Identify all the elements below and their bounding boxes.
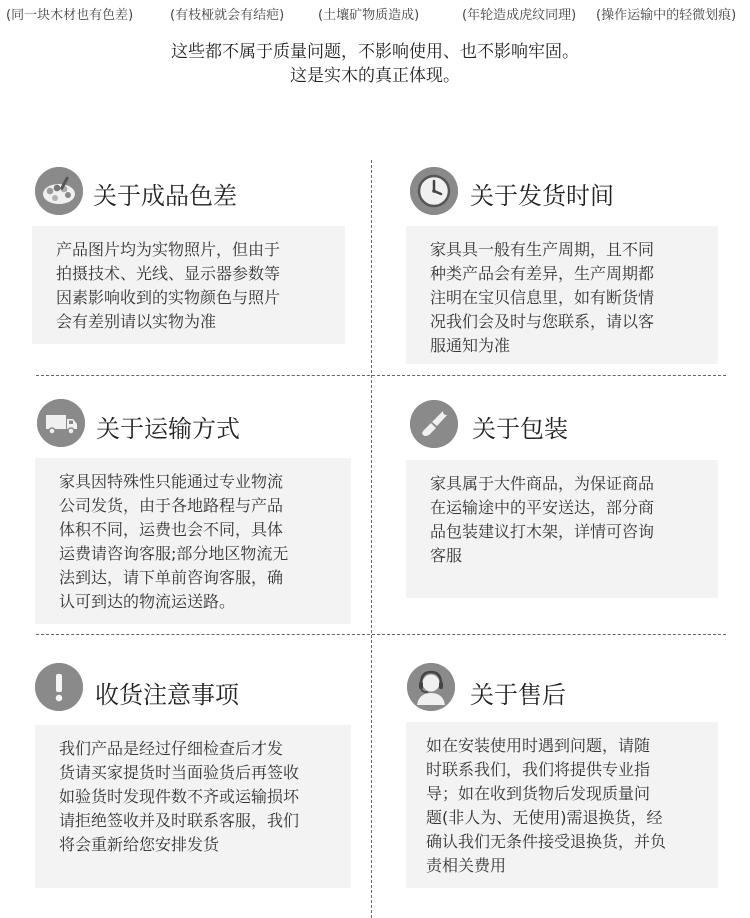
body-line: 法到达，请下单前咨询客服，确: [59, 568, 284, 587]
clock-icon: [410, 167, 458, 215]
body-line: 家具因特殊性只能通过专业物流: [59, 472, 284, 491]
section-title: 收货注意事项: [95, 681, 239, 709]
horizontal-divider-top: [36, 375, 726, 376]
body-line: 在运输途中的平安送达，部分商: [430, 498, 655, 517]
body-line: 注明在宝贝信息里，如有断货情: [430, 288, 655, 307]
caption-knots: (有枝桠就会有结疤): [170, 8, 285, 23]
body-line: 确认我们无条件接受退换货，并负: [426, 832, 667, 851]
horizontal-divider-bottom: [36, 634, 726, 635]
body-line: 货请买家提货时当面验货后再签收: [59, 763, 300, 782]
body-line: 客服: [430, 546, 463, 565]
body-line: 导；如在收到货物后发现质量问: [426, 784, 651, 803]
section-body: [406, 722, 718, 888]
quality-note-line1: 这些都不属于质量问题，不影响使用、也不影响牢固。: [171, 42, 579, 62]
body-line: 会有差别请以实物为准: [56, 312, 217, 331]
truck-icon: [37, 399, 85, 447]
body-line: 我们产品是经过仔细检查后才发: [59, 739, 284, 758]
body-line: 认可到达的物流运送路。: [59, 592, 236, 611]
body-line: 服通知为准: [430, 336, 511, 355]
support-agent-icon: [407, 663, 455, 711]
body-line: 家具属于大件商品，为保证商品: [430, 474, 655, 493]
caption-growth-rings: (年轮造成虎纹同理): [462, 8, 577, 23]
body-line: 如验货时发现件数不齐或运输损坏: [59, 787, 300, 806]
vertical-divider: [371, 160, 372, 918]
body-line: 责相关费用: [426, 856, 507, 875]
section-body: [32, 226, 345, 344]
body-line: 家具具一般有生产周期，且不同: [430, 240, 655, 259]
body-line: 品包装建议打木架，详情可咨询: [430, 522, 655, 541]
body-line: 运费请咨询客服;部分地区物流无: [59, 544, 289, 563]
section-body: [35, 458, 351, 624]
body-line: 请拒绝签收并及时联系客服，我们: [59, 811, 300, 830]
caption-row: [0, 4, 750, 26]
section-title: 关于发货时间: [470, 182, 614, 210]
section-title: 关于售后: [470, 681, 566, 709]
quality-note-line2: 这是实木的真正体现。: [290, 66, 460, 86]
body-line: 况我们会及时与您联系，请以客: [430, 312, 655, 331]
section-body: [406, 460, 718, 598]
body-line: 将会重新给您安排发货: [59, 835, 220, 854]
body-line: 如在安装使用时遇到问题，请随: [426, 736, 651, 755]
paint-palette-icon: [35, 167, 83, 215]
section-title: 关于包装: [472, 415, 568, 443]
caption-scratches: (操作运输中的轻微划痕): [596, 8, 737, 23]
body-line: 时联系我们，我们将提供专业指: [426, 760, 651, 779]
body-line: 拍摄技术、光线、显示器参数等: [56, 264, 281, 283]
quality-note: [0, 40, 750, 88]
section-body: [35, 725, 351, 888]
body-line: 体积不同，运费也会不同，具体: [59, 520, 284, 539]
body-line: 种类产品会有差异，生产周期都: [430, 264, 655, 283]
body-line: 因素影响收到的实物颜色与照片: [56, 288, 281, 307]
section-body: [406, 226, 718, 364]
section-title: 关于运输方式: [96, 415, 240, 443]
body-line: 产品图片均为实物照片，但由于: [56, 240, 281, 259]
section-title: 关于成品色差: [93, 182, 237, 210]
caption-color-difference: (同一块木材也有色差): [6, 8, 134, 23]
body-line: 公司发货，由于各地路程与产品: [59, 496, 284, 515]
wrench-hand-icon: [410, 400, 458, 448]
body-line: 题(非人为、无使用)需退换货，经: [426, 808, 663, 827]
caption-mineral: (土壤矿物质造成): [318, 8, 420, 23]
exclamation-icon: [35, 663, 83, 711]
